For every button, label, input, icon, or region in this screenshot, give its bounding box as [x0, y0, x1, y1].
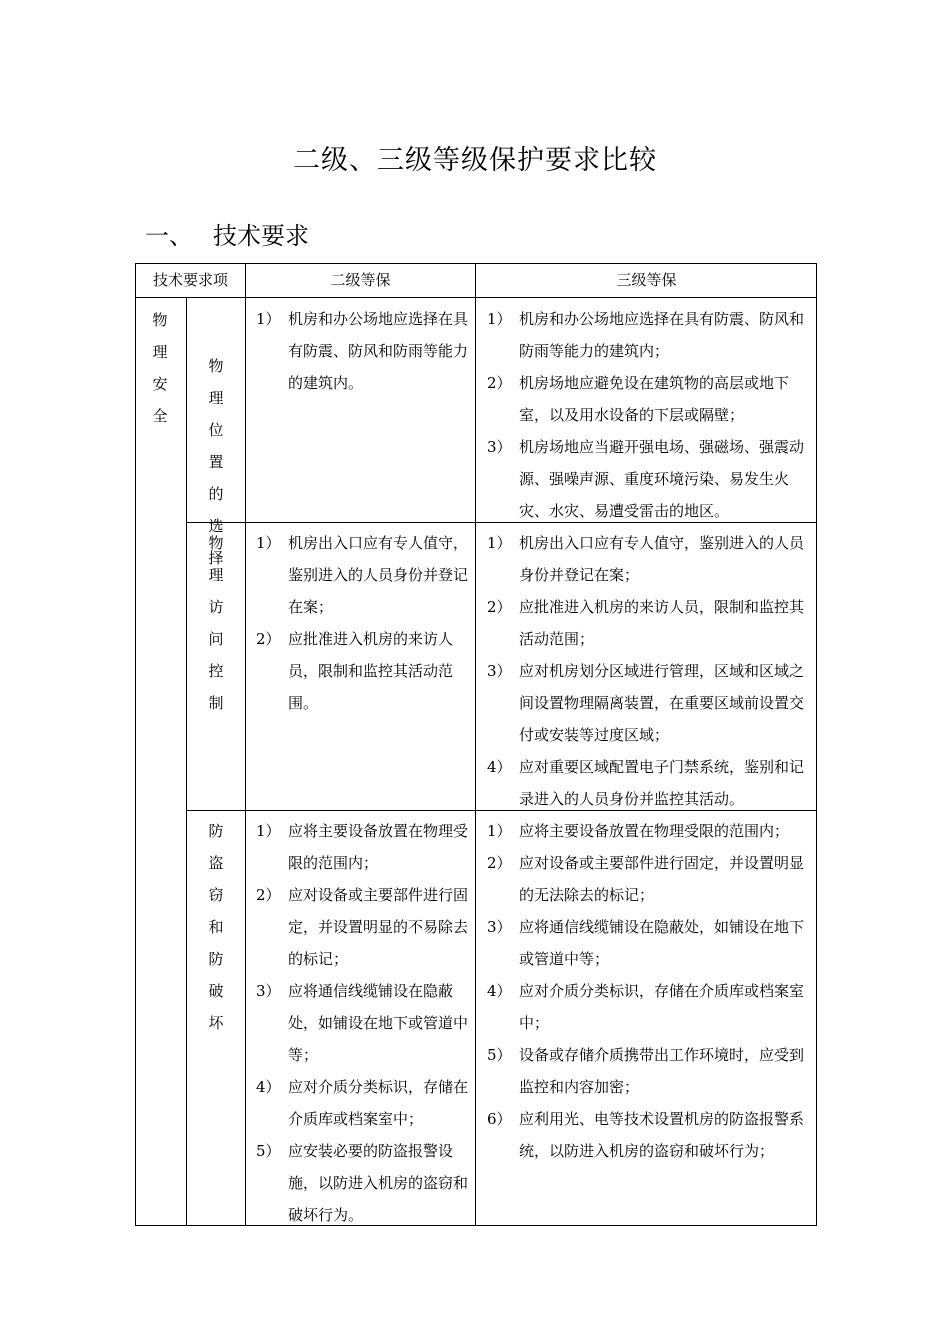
header-level2: 二级等保	[330, 271, 391, 289]
list-item: 3） 应对机房划分区域进行管理，区域和区域之间设置物理隔离装置，在重要区域前设置交付或安装等过度区域；	[487, 662, 805, 744]
row2-level3	[487, 527, 809, 815]
col-divider-1	[245, 264, 246, 1225]
row1-level3	[487, 303, 809, 527]
category-divider	[186, 297, 187, 1225]
section-heading	[145, 216, 309, 251]
page-title: 二级、三级等级保护要求比较	[293, 145, 657, 176]
list-item: 1） 应将主要设备放置在物理受限的范围内；	[487, 822, 790, 840]
list-item: 4） 应对介质分类标识，存储在介质库或档案室中；	[256, 1078, 469, 1128]
row1-level2	[256, 303, 469, 399]
list-item: 3） 应将通信线缆铺设在隐蔽处，如铺设在地下或管道中等；	[256, 982, 469, 1064]
row3-level3	[487, 815, 809, 1167]
header-divider	[136, 297, 816, 298]
header-level3: 三级等保	[616, 271, 677, 289]
list-item: 3） 机房场地应当避开强电场、强磁场、强震动源、强噪声源、重度环境污染、易发生火灾、水灾、易遭受雷击的地区。	[487, 438, 805, 520]
list-item: 1） 机房出入口应有专人值守，鉴别进入的人员身份并登记在案；	[256, 534, 469, 616]
comparison-table	[135, 263, 817, 1226]
sub-label-theft: 防盗窃和防破坏	[208, 822, 224, 1032]
list-item: 3） 应将通信线缆铺设在隐蔽处，如铺设在地下或管道中等；	[487, 918, 805, 968]
list-item: 4） 应对重要区域配置电子门禁系统，鉴别和记录进入的人员身份并监控其活动。	[487, 758, 805, 808]
list-item: 4） 应对介质分类标识，存储在介质库或档案室中；	[487, 982, 805, 1032]
list-item: 2） 应批准进入机房的来访人员，限制和监控其活动范围。	[256, 630, 454, 712]
list-item: 2） 应对设备或主要部件进行固定，并设置明显的不易除去的标记；	[256, 886, 469, 968]
category-label: 物理安全	[152, 311, 168, 425]
list-item: 5） 设备或存储介质携带出工作环境时，应受到监控和内容加密；	[487, 1046, 805, 1096]
list-item: 1） 机房出入口应有专人值守，鉴别进入的人员身份并登记在案；	[487, 534, 805, 584]
list-item: 1） 应将主要设备放置在物理受限的范围内；	[256, 822, 469, 872]
list-item: 5） 应安装必要的防盗报警设施，以防进入机房的盗窃和破坏行为。	[256, 1142, 469, 1224]
col-divider-2	[475, 264, 476, 1225]
list-item: 2） 应对设备或主要部件进行固定，并设置明显的无法除去的标记；	[487, 854, 805, 904]
sub-label-access: 物理访问控制	[208, 534, 224, 712]
list-item: 2） 应批准进入机房的来访人员，限制和监控其活动范围；	[487, 598, 805, 648]
list-item: 6） 应利用光、电等技术设置机房的防盗报警系统，以防进入机房的盗窃和破坏行为；	[487, 1110, 805, 1160]
row2-level2	[256, 527, 469, 719]
header-item: 技术要求项	[152, 271, 228, 289]
list-item: 1） 机房和办公场地应选择在具有防震、防风和防雨等能力的建筑内。	[256, 310, 469, 392]
row3-level2	[256, 815, 469, 1231]
section-label: 技术要求	[213, 222, 309, 250]
sub-label-location: 物理位置的选择	[208, 357, 224, 567]
list-item: 1） 机房和办公场地应选择在具有防震、防风和防雨等能力的建筑内；	[487, 310, 805, 360]
section-number: 一、	[145, 222, 193, 250]
list-item: 2） 机房场地应避免设在建筑物的高层或地下室，以及用水设备的下层或隔壁；	[487, 374, 790, 424]
